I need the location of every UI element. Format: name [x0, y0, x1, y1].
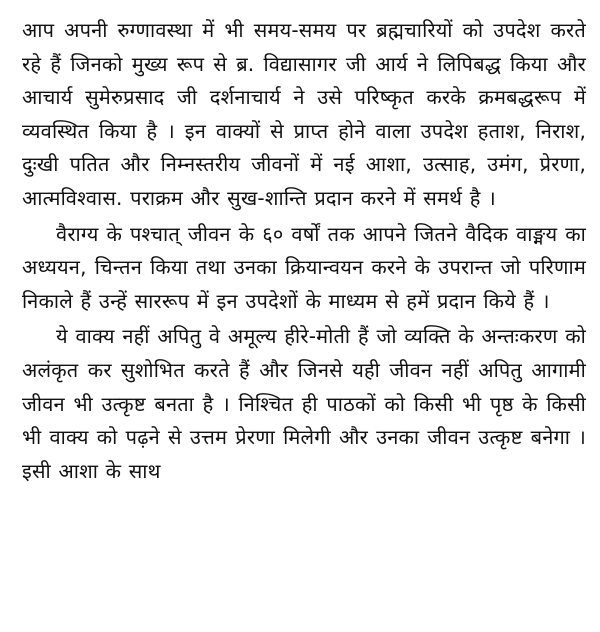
paragraph-1: आप अपनी रुग्णावस्था में भी समय-समय पर ब्रह्मचारियों को उपदेश करते रहे हैं जिनको मुख्य रूप से ब्र. विद्यासागर जी आर्य ने लिपिबद्ध किया और आचार्य सुमेरुप्रसाद जी दर्शनाचार्य ने उसे परिष्कृत करके क्रमबद्धरूप में व्यवस्थित किया है । इन वाक्यों से प्राप्त होने वाला उपदेश हताश, निराश, दुःखी पतित और निम्नस्तरीय जीवनों में नई आशा, उत्साह, उमंग, प्रेरणा, आत्मविश्वास. पराक्रम और सुख-शान्ति प्रदान करने में समर्थ है । [22, 18, 586, 210]
paragraph-2: वैराग्य के पश्चात् जीवन के ६० वर्षों तक आपने जितने वैदिक वाङ्मय का अध्ययन, चिन्तन किया तथा उनका क्रियान्वयन करने के उपरान्त जो परिणाम निकाले हैं उन्हें साररूप में इन उपदेशों के माध्यम से हमें प्रदान किये हैं । [22, 221, 586, 313]
paragraph-3: ये वाक्य नहीं अपितु वे अमूल्य हीरे-मोती हैं जो व्यक्ति के अन्तःकरण को अलंकृत कर सुशोभित करते हैं और जिनसे यही जीवन नहीं अपितु आगामी जीवन भी उत्कृष्ट बनता है । निश्चित ही पाठकों को किसी भी पृष्ठ के किसी भी वाक्य को पढ़ने से उत्तम प्रेरणा मिलेगी और उनका जीवन उत्कृष्ट बनेगा । इसी आशा के साथ [22, 324, 586, 483]
